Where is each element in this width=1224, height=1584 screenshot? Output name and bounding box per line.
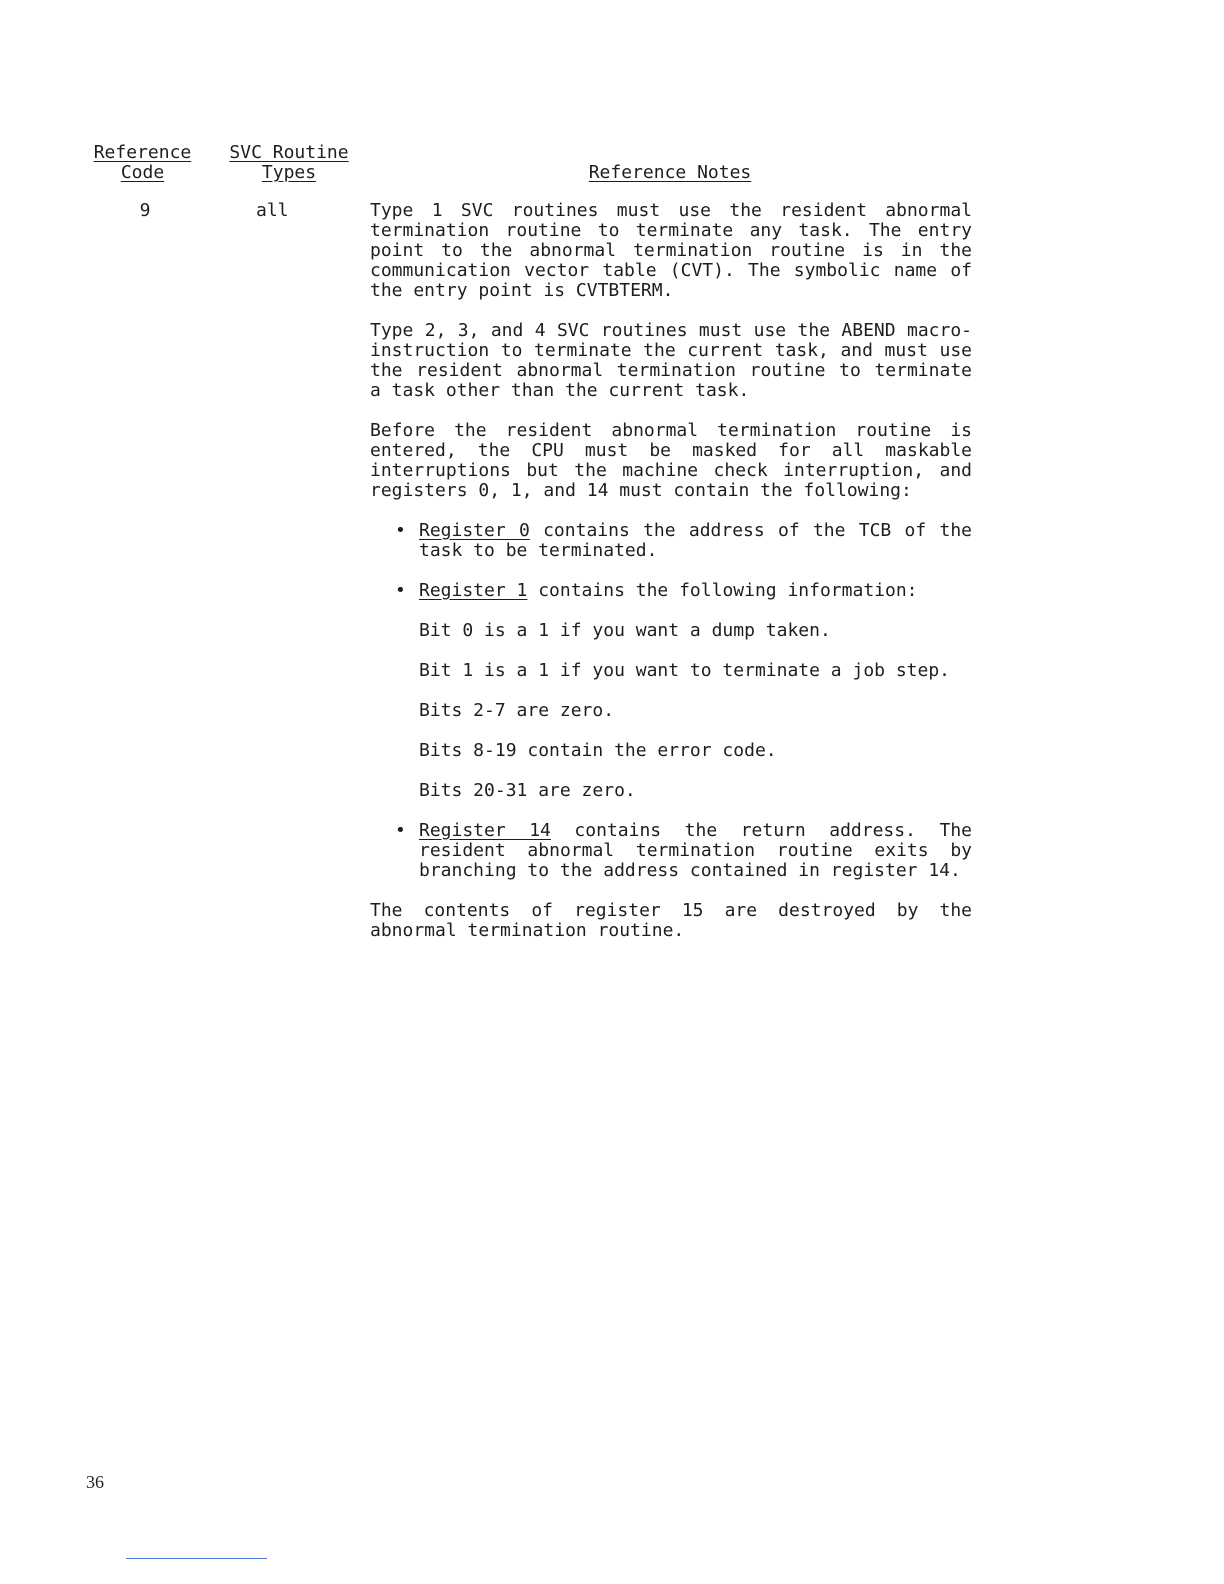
note-paragraph-1: Type 1 SVC routines must use the resident abnormal termination routine to terminate any task. The entry point to the abnormal termination routine is in the communication vector table (CVT). The symbolic name of the entry point is CVTBTERM. [370,200,972,301]
header-notes-label: Reference Notes [588,162,752,183]
note-paragraph-3: Before the resident abnormal termination routine is entered, the CPU must be masked for all maskable interruptions but the machine check interruption, and registers 0, 1, and 14 must contain the following: [370,420,972,501]
reference-code-value: 9 [139,200,151,221]
header-ref-line2: Code [120,162,165,183]
register-0-label: Register 0 [419,520,530,541]
bit-description: Bits 2-7 are zero. [419,700,615,721]
bit-description: Bit 0 is a 1 if you want a dump taken. [419,620,831,641]
register-0-item [370,521,972,561]
register-14-item [370,821,972,881]
header-ref-line1: Reference [93,142,192,163]
register-14-text [419,821,972,881]
register-0-text [419,521,972,561]
bullet-icon: • [395,520,406,541]
register-1-desc: contains the following information: [527,580,918,601]
note-paragraph-4: The contents of register 15 are destroyed by the abnormal termination routine. [370,900,972,941]
header-svc-line2: Types [261,162,317,183]
register-1-label: Register 1 [419,580,528,601]
header-svc-routine-types [222,143,356,183]
register-list [370,521,972,881]
bullet-icon: • [395,580,406,601]
register-14-desc: contains the return address. The resident abnormal termination routine exits by branching to the address contained in register 14. [419,820,972,881]
header-svc-line1: SVC Routine [229,142,349,163]
reference-notes-body [370,201,972,941]
bit-description: Bits 20-31 are zero. [419,780,636,801]
register-1-bits [419,621,972,801]
header-reference-code [86,143,199,183]
footer-rule [126,1558,267,1559]
header-reference-notes [370,163,970,183]
register-1-text [419,581,972,601]
register-1-item [370,581,972,801]
bullet-icon: • [395,820,406,841]
note-paragraph-2: Type 2, 3, and 4 SVC routines must use the ABEND macro-instruction to terminate the current task, and must use the resident abnormal termination routine to terminate a task other than the current task. [370,320,972,401]
page-number: 36 [86,1472,104,1492]
svc-type-value: all [256,200,289,221]
register-0-desc: contains the address of the TCB of the task to be terminated. [419,520,972,561]
register-14-label: Register 14 [419,820,551,841]
bit-description: Bit 1 is a 1 if you want to terminate a job step. [419,660,951,681]
bit-description: Bits 8-19 contain the error code. [419,740,777,761]
